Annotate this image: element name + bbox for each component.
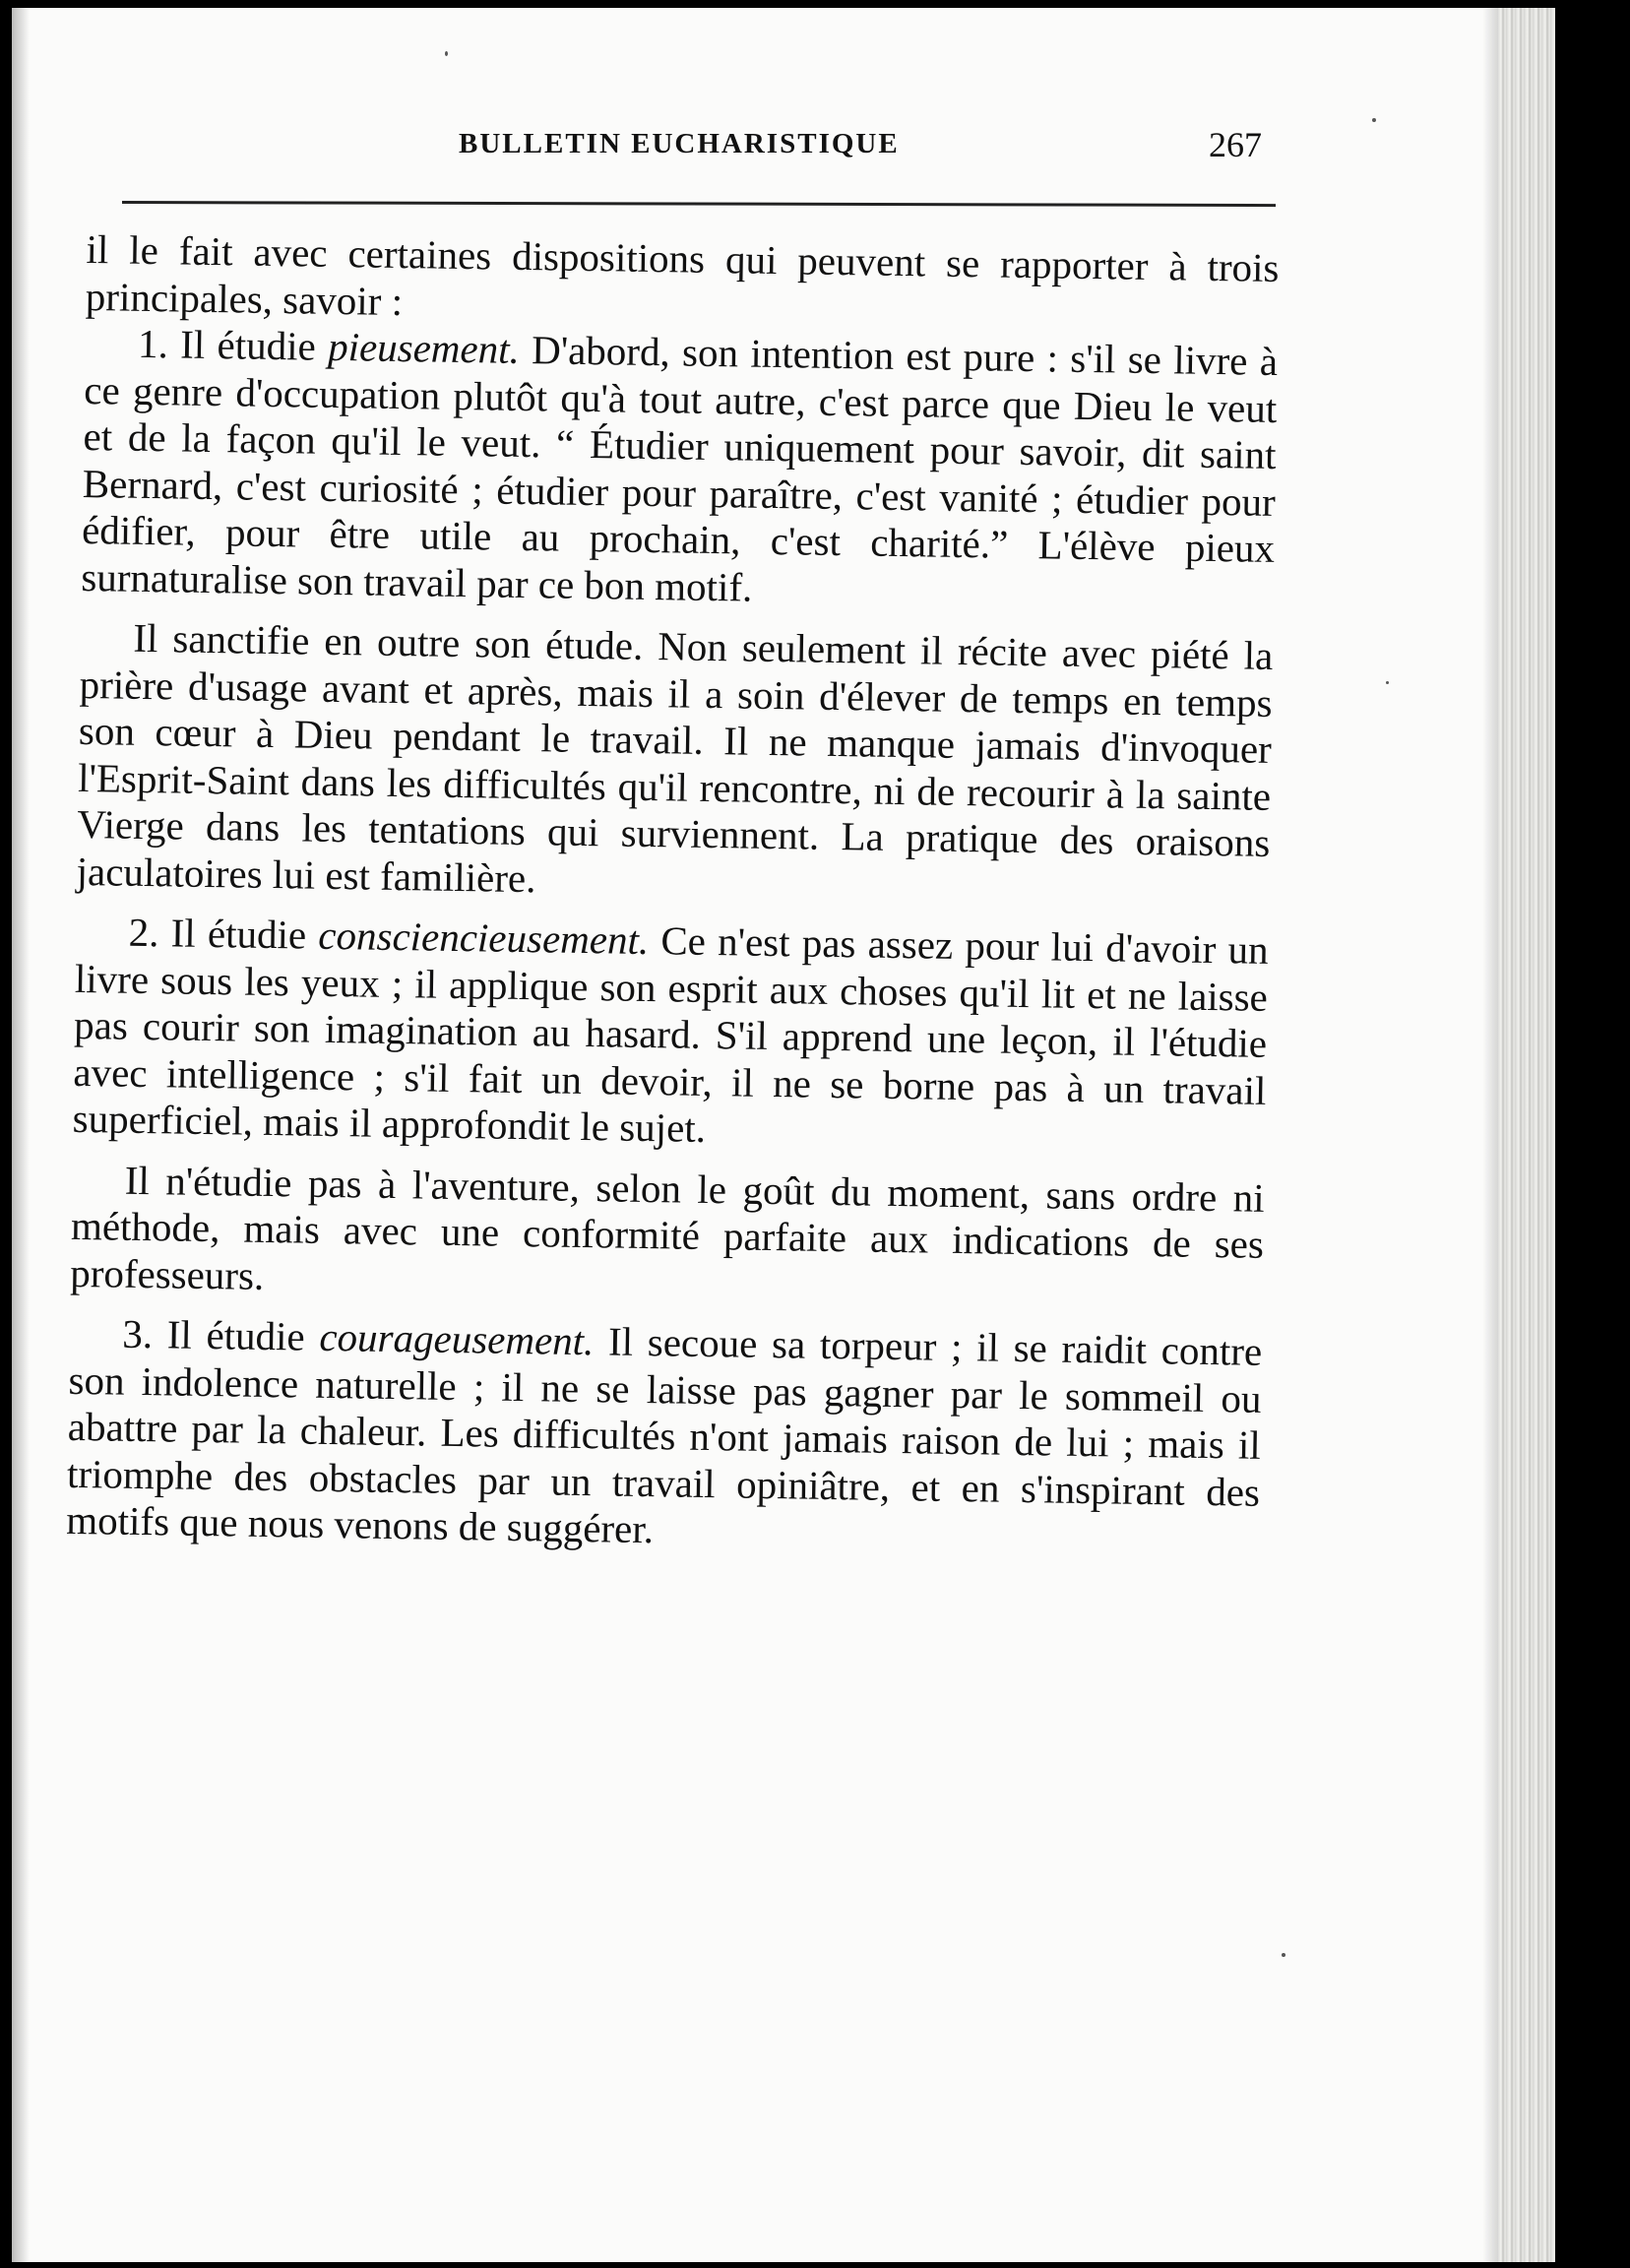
scan-speck: [1386, 681, 1389, 684]
paragraph-text: Il secoue sa torpeur ; il se raidit contre son indolence naturelle ; il ne se laisse pas gagner par le sommeil ou abattre par la chaleur. Les difficultés n'ont jamais raison de lui ; mais il triomphe des obstacles par un travail opiniâtre, et en s'inspirant des motifs que nous venons de suggérer.: [65, 1318, 1263, 1552]
paragraph-consciencieusement: [72, 909, 1269, 1162]
header-rule: [122, 201, 1276, 207]
paragraph-sanctifie: Il sanctifie en outre son étude. Non seulement il récite avec piété la prière d'usage avant et après, mais il a soin d'élever de temps en temps son cœur à Dieu pendant le travail. Il ne manque jamais d'invoquer l'Esprit-Saint dans les difficultés qu'il rencontre, ni de recourir à la sainte Vierge dans les tentations qui surviennent. La pratique des oraisons jaculatoires lui est familière.: [76, 614, 1274, 901]
paragraph-text: D'abord, son intention est pure : s'il se livre à ce genre d'occupation plutôt qu'à tout autre, c'est parce que Dieu le veut et de la façon qu'il le veut. “ Étudier uniquement pour savoir, dit saint Bernard, c'est curiosité ; étudier pour paraître, c'est vanité ; étudier pour édifier, pour être utile au prochain, c'est charité.” L'élève pieux surnaturalise son travail par ce bon motif.: [81, 327, 1279, 610]
paragraph-courageusement: [66, 1310, 1263, 1563]
page-edge-shadow: [1482, 8, 1498, 2262]
page-number: 267: [1209, 125, 1262, 164]
paragraph-text: Ce n'est pas assez pour lui d'avoir un livre sous les yeux ; il applique son esprit aux choses qu'il lit et ne laisse pas courir son imagination au hasard. S'il apprend une leçon, il l'étudie avec intelligence ; s'il fait un devoir, il ne se borne pas à un travail superficiel, mais il approfondit le sujet.: [72, 917, 1269, 1151]
paragraph-pieusement: [81, 320, 1278, 619]
book-page: [12, 8, 1555, 2262]
page-edge: [1498, 8, 1555, 2262]
paragraph-continuation: il le fait avec certaines dispositions qui peuvent se rapporter à trois principales, savoir :: [85, 226, 1280, 324]
emphasis-consciencieusement: consciencieusement.: [318, 912, 650, 964]
page-header: [120, 124, 1278, 183]
emphasis-pieusement: pieusement.: [327, 323, 521, 372]
paragraph-aventure: Il n'étudie pas à l'aventure, selon le goût du moment, sans ordre ni méthode, mais avec une conformité parfaite aux indications de ses professeurs.: [69, 1157, 1266, 1298]
paragraph-lead: 3. Il étudie: [121, 1310, 306, 1359]
paragraph-lead: 1. Il étudie: [137, 320, 317, 369]
scan-speck: [445, 51, 448, 56]
paragraph-lead: 2. Il étudie: [128, 909, 307, 958]
running-title: BULLETIN EUCHARISTIQUE: [459, 128, 900, 159]
scan-speck: [1282, 1953, 1285, 1957]
scan-speck: [1372, 118, 1376, 122]
gutter-shadow: [12, 8, 30, 2262]
emphasis-courageusement: courageusement.: [319, 1313, 595, 1364]
page-body: [66, 226, 1280, 1562]
